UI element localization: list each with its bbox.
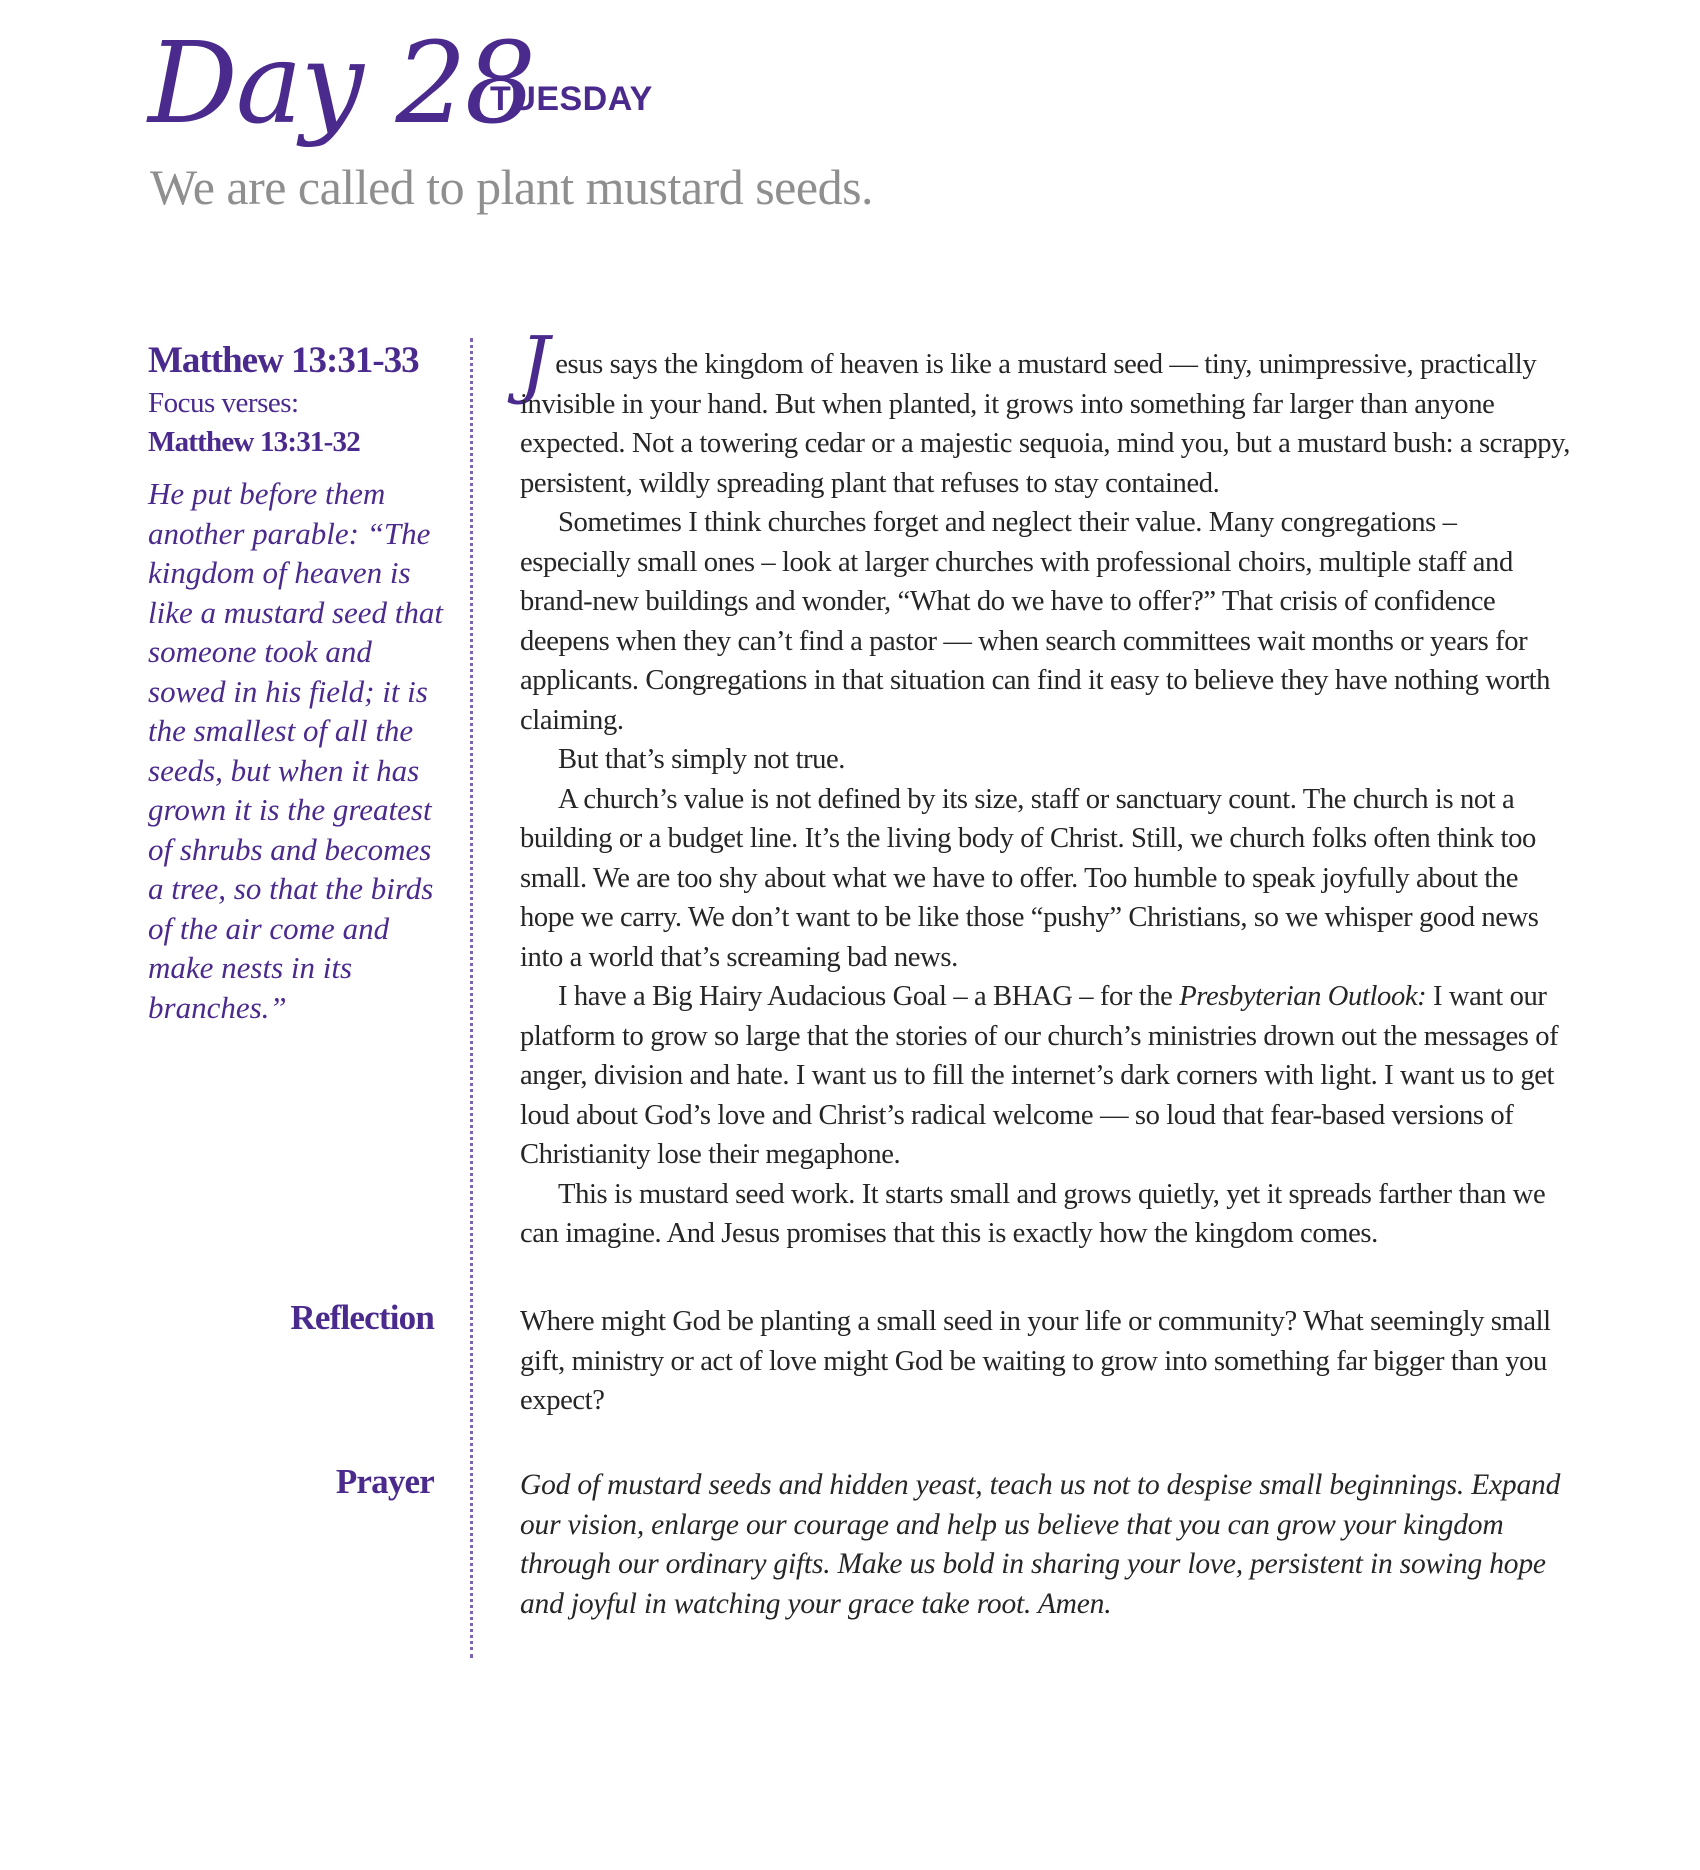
reflection-label: Reflection [290,1298,434,1337]
publication-title: Presbyterian Outlook: [1179,981,1427,1012]
prayer-text: God of mustard seeds and hidden yeast, teach us not to despise small beginnings. Expand our vision, enlarge our courage and help us believe that you can grow your kingdom through our ordinary gifts. Make us bold in sharing your love, persistent in sowing hope and joyful in watching your grace take root. Amen. [520,1469,1561,1620]
scripture-sidebar [148,338,448,1027]
paragraph-1-text: esus says the kingdom of heaven is like a mustard seed — tiny, unimpressive, practically invisible in your hand. But when planted, it grows into something far larger than anyone expected. Not a towering cedar or a majestic sequoia, mind you, but a mustard bush: a scrappy, persistent, wildly spreading plant that refuses to stay contained. [520,349,1570,499]
body-paragraph: This is mustard seed work. It starts small and grows quietly, yet it spreads farther than we can imagine. And Jesus promises that this is exactly how the kingdom comes. [520,1178,1546,1249]
drop-cap: J [520,321,550,407]
paragraph-5-start: I have a Big Hairy Audacious Goal – a BHAG – for the [558,981,1180,1012]
body-paragraph: But that’s simply not true. [558,744,846,775]
page-subtitle: We are called to plant mustard seeds. [150,159,874,215]
scripture-reference: Matthew 13:31-33 [148,340,419,381]
devotional-body [520,321,1570,1254]
body-paragraph [520,977,1570,1175]
paragraph-5-end: I want our platform to grow so large that the stories of our church’s ministries drown out the messages of anger, division and hate. I want us to fill the internet’s dark corners with light. I want us to get loud about God’s love and Christ’s radical welcome — so loud that fear-based versions of Christianity lose their megaphone. [520,981,1559,1170]
focus-verses-reference: Matthew 13:31-32 [148,426,360,458]
reflection-text: Where might God be planting a small seed in your life or community? What seemingly small gift, ministry or act of love might God be waiting to grow into something far bigger than you expect? [520,1306,1551,1416]
focus-verses-label: Focus verses: [148,387,299,419]
day-heading: Day 28 [148,19,534,149]
body-paragraph: A church’s value is not defined by its size, staff or sanctuary count. The church is not a building or a budget line. It’s the living body of Christ. Still, we church folks often think too small. We are too shy about what we have to offer. Too humble to speak joyfully about the hope we carry. We don’t want to be like those “pushy” Christians, so we whisper good news into a world that’s screaming bad news. [520,783,1539,973]
body-paragraph [520,321,1570,503]
weekday-label: TUESDAY [490,80,653,118]
prayer-label: Prayer [335,1462,434,1501]
body-paragraph: Sometimes I think churches forget and neglect their value. Many congregations – especially small ones – look at larger churches with professional choirs, multiple staff and brand-new buildings and wonder, “What do we have to offer?” That crisis of confidence deepens when they can’t find a pastor — when search committees wait months or years for applicants. Congregations in that situation can find it easy to believe they have nothing worth claiming. [520,507,1551,736]
scripture-quote: He put before them another parable: “The kingdom of heaven is like a mustard seed that someone took and sowed in his field; it is the smallest of all the seeds, but when it has grown it is the greatest of shrubs and becomes a tree, so that the birds of the air come and make nests in its branches.” [148,476,444,1025]
dotted-divider [470,338,473,1658]
